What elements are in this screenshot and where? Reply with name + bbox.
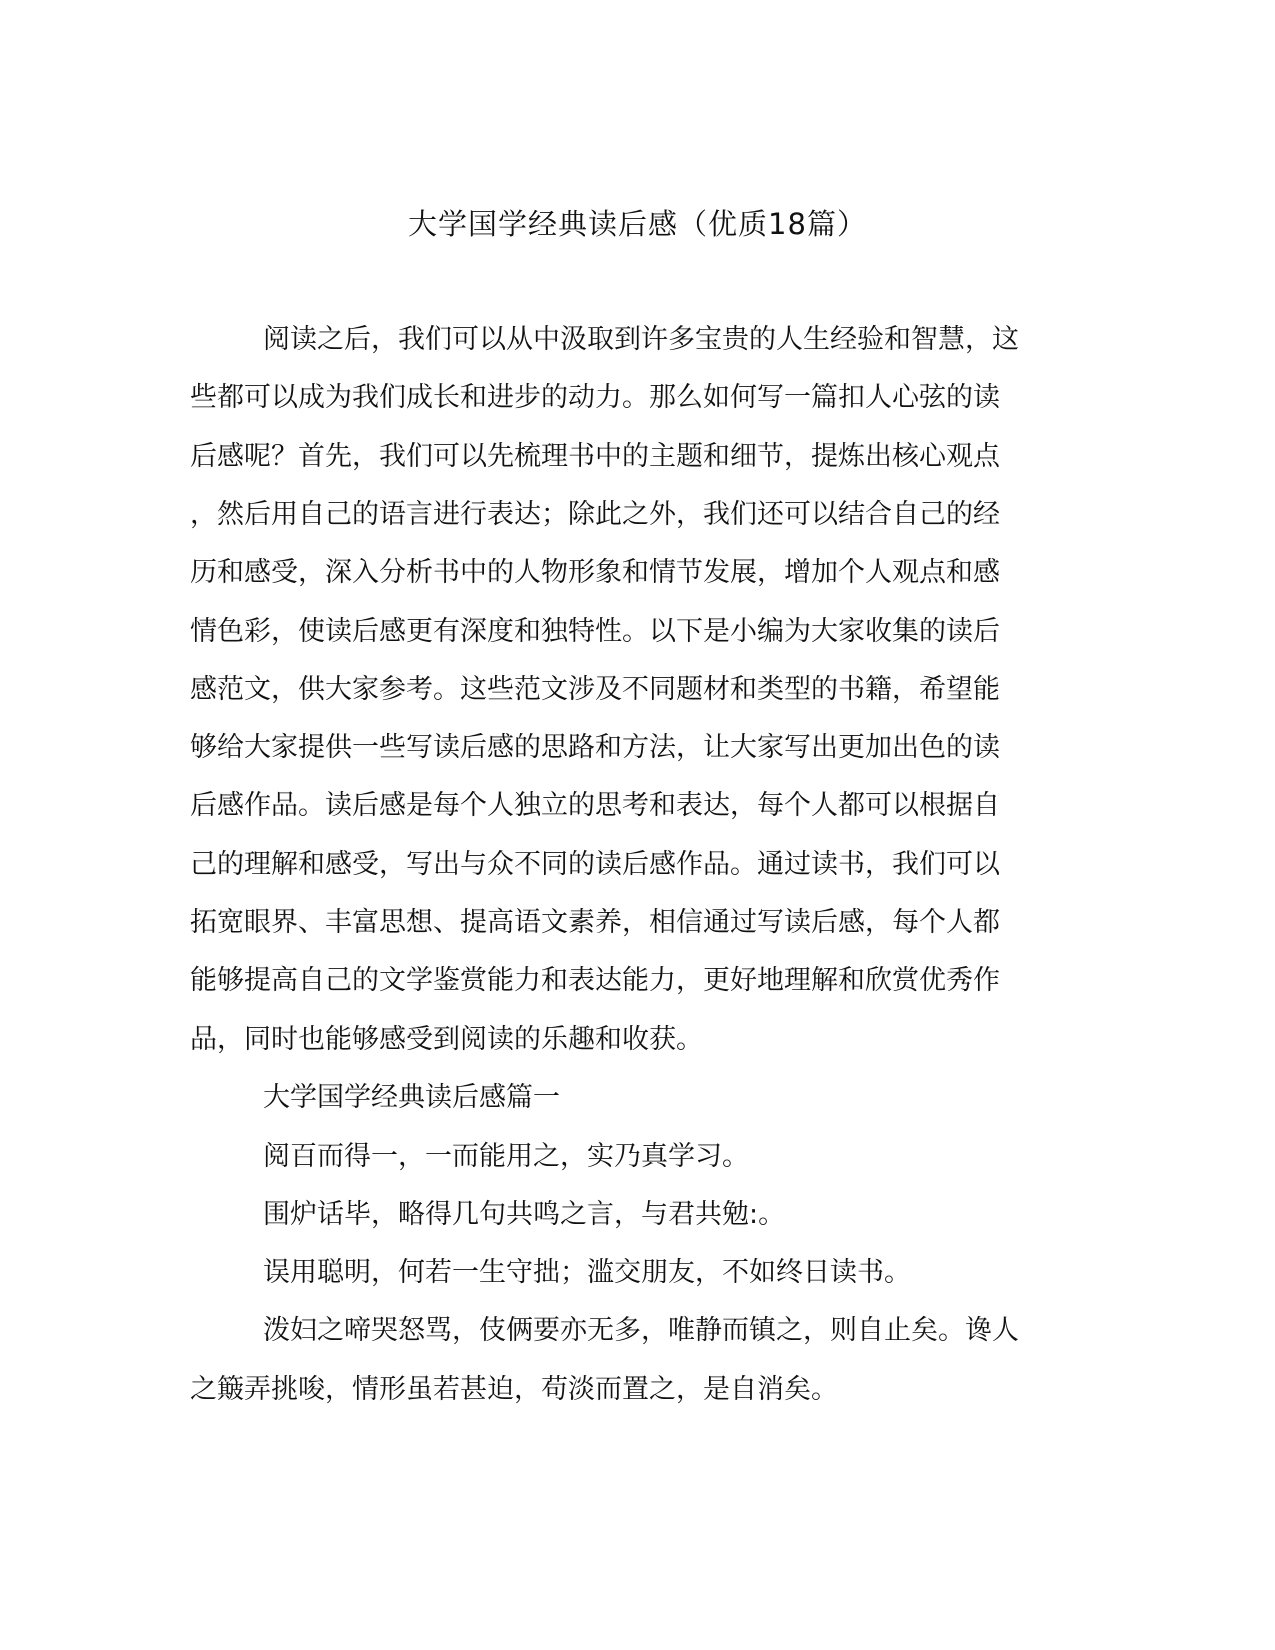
intro-line: 历和感受，深入分析书中的人物形象和情节发展，增加个人观点和感 [190,557,1000,588]
section-line: 之簸弄挑唆，情形虽若甚迫，苟淡而置之，是自消矣。 [190,1374,838,1405]
section-line: 阅百而得一，一而能用之，实乃真学习。 [263,1141,749,1172]
intro-line: 阅读之后，我们可以从中汲取到许多宝贵的人生经验和智慧，这 [263,324,1019,355]
intro-line: ，然后用自己的语言进行表达；除此之外，我们还可以结合自己的经 [190,499,1000,530]
section-heading: 大学国学经典读后感篇一 [263,1082,560,1113]
intro-line: 些都可以成为我们成长和进步的动力。那么如何写一篇扣人心弦的读 [190,382,1000,413]
intro-line: 己的理解和感受，写出与众不同的读后感作品。通过读书，我们可以 [190,849,1000,880]
section-line: 围炉话毕，略得几句共鸣之言，与君共勉:。 [263,1199,786,1230]
intro-line: 感范文，供大家参考。这些范文涉及不同题材和类型的书籍，希望能 [190,674,1000,705]
section-line: 泼妇之啼哭怒骂，伎俩要亦无多，唯静而镇之，则自止矣。谗人 [263,1315,1019,1346]
intro-line: 情色彩，使读后感更有深度和独特性。以下是小编为大家收集的读后 [190,616,1000,647]
section-line: 误用聪明，何若一生守拙；滥交朋友，不如终日读书。 [263,1257,911,1288]
intro-line: 后感呢？首先，我们可以先梳理书中的主题和细节，提炼出核心观点 [190,441,1000,472]
intro-line: 品，同时也能够感受到阅读的乐趣和收获。 [190,1024,703,1055]
intro-line: 能够提高自己的文学鉴赏能力和表达能力，更好地理解和欣赏优秀作 [190,965,1000,996]
intro-line: 够给大家提供一些写读后感的思路和方法，让大家写出更加出色的读 [190,732,1000,763]
intro-line: 拓宽眼界、丰富思想、提高语文素养，相信通过写读后感，每个人都 [190,907,1000,938]
intro-line: 后感作品。读后感是每个人独立的思考和表达，每个人都可以根据自 [190,790,1000,821]
document-title: 大学国学经典读后感（优质18篇） [408,207,867,241]
